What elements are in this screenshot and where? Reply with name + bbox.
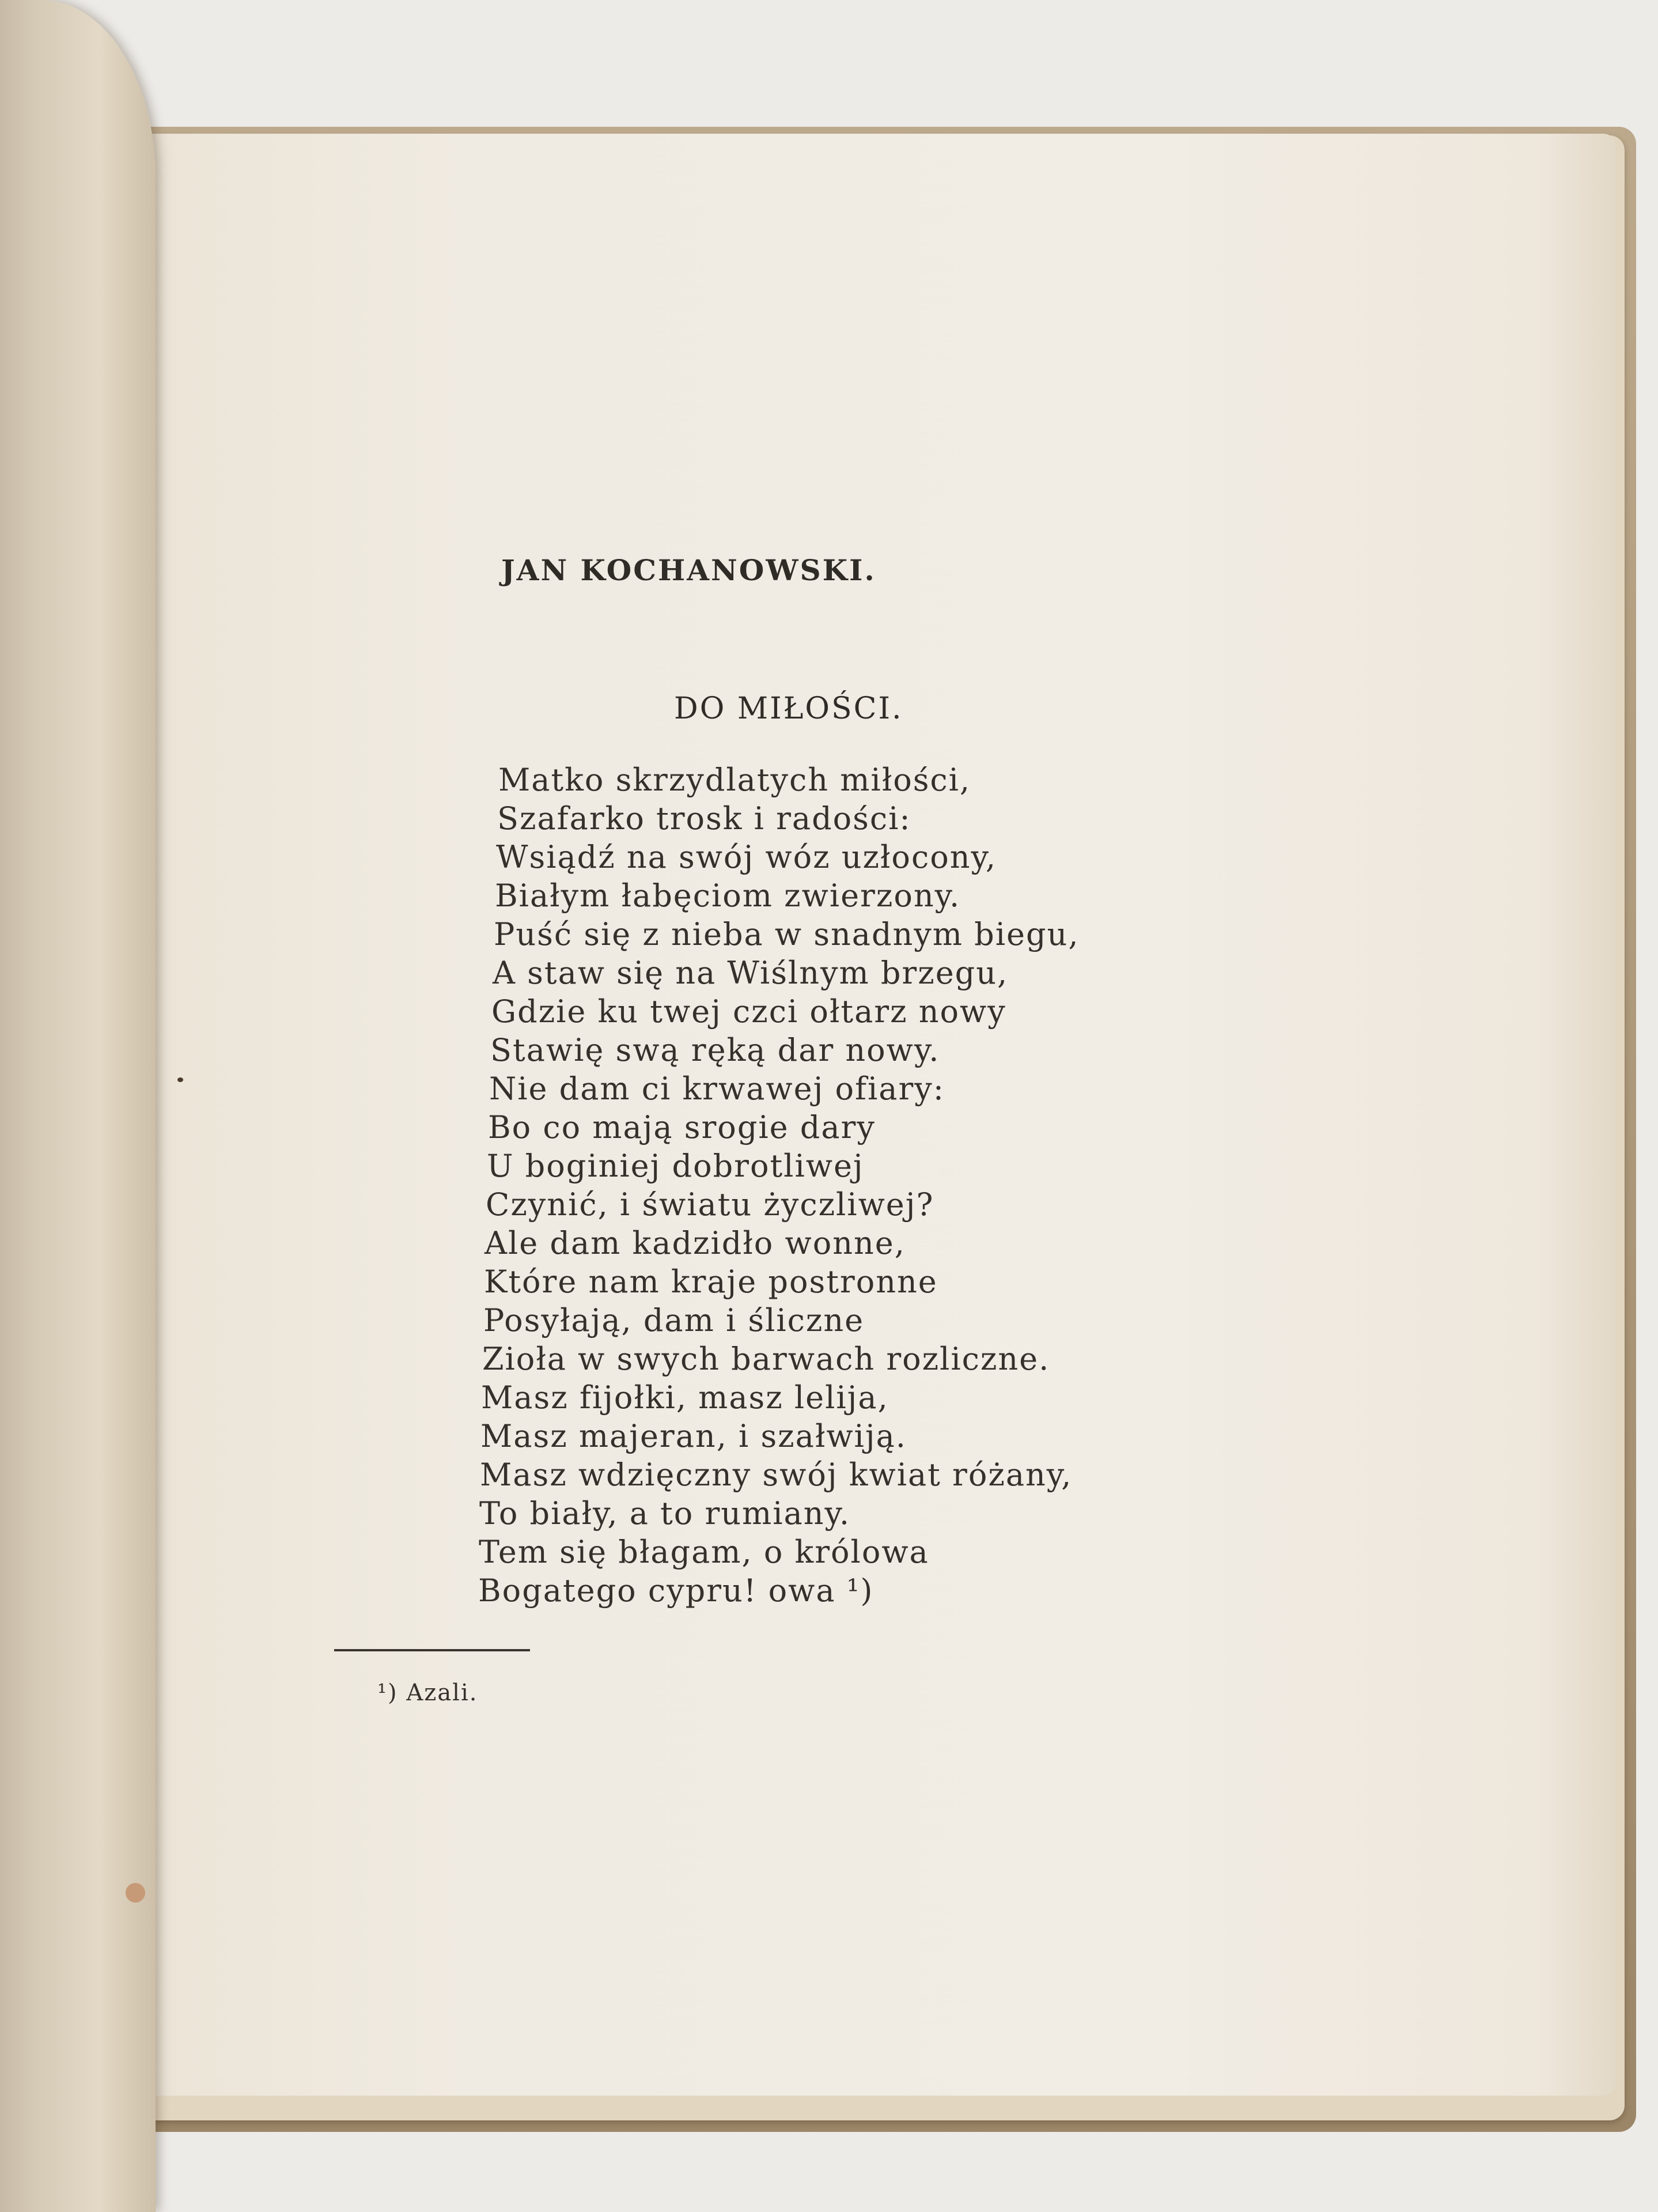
poem-text [478,761,1079,1610]
poem-line: Posyłają, dam i śliczne [483,1302,865,1338]
poem-line: Gdzie ku twej czci ołtarz nowy [491,993,1006,1030]
poem-line: Matko skrzydlatych miłości, [498,762,971,798]
author-heading: JAN KOCHANOWSKI. [501,553,876,587]
poem-line: A staw się na Wiślnym brzegu, [493,955,1009,991]
poem-line: Tem się błagam, o królowa [479,1534,929,1570]
poem-line: Białym łabęciom zwierzony. [495,878,961,914]
poem-line: Szafarko trosk i radości: [497,800,911,837]
poem-title: DO MIŁOŚCI. [674,691,903,726]
poem-line: Masz fijołki, masz lelija, [481,1379,889,1416]
poem-line: Zioła w swych barwach rozliczne. [482,1341,1050,1377]
poem-line: Wsiądź na swój wóz uzłocony, [496,839,997,875]
stain-spot [126,1883,145,1903]
poem-line: To biały, a to rumiany. [479,1495,850,1532]
poem-line: Czynić, i światu życzliwej? [486,1186,934,1223]
poem-line: Puść się z nieba w snadnym biegu, [494,916,1080,952]
poem-line: Które nam kraje postronne [484,1264,938,1300]
poem-line: U boginiej dobrotliwej [487,1148,864,1184]
poem-line: Stawię swą ręką dar nowy. [490,1032,940,1068]
footnote-rule [334,1649,530,1651]
poem-line: Bogatego cypru! owa ¹) [478,1572,874,1609]
poem-line: Masz wdzięczny swój kwiat różany, [480,1457,1073,1493]
footnote: ¹) Azali. [377,1680,478,1706]
previous-page-edge [0,0,156,2212]
poem-line: Nie dam ci krwawej ofiary: [489,1071,945,1107]
poem-line: Masz majeran, i szałwiją. [480,1418,907,1454]
stain-spot [177,1077,183,1082]
poem-line: Ale dam kadzidło wonne, [484,1225,906,1261]
poem-line: Bo co mają srogie dary [488,1109,876,1145]
